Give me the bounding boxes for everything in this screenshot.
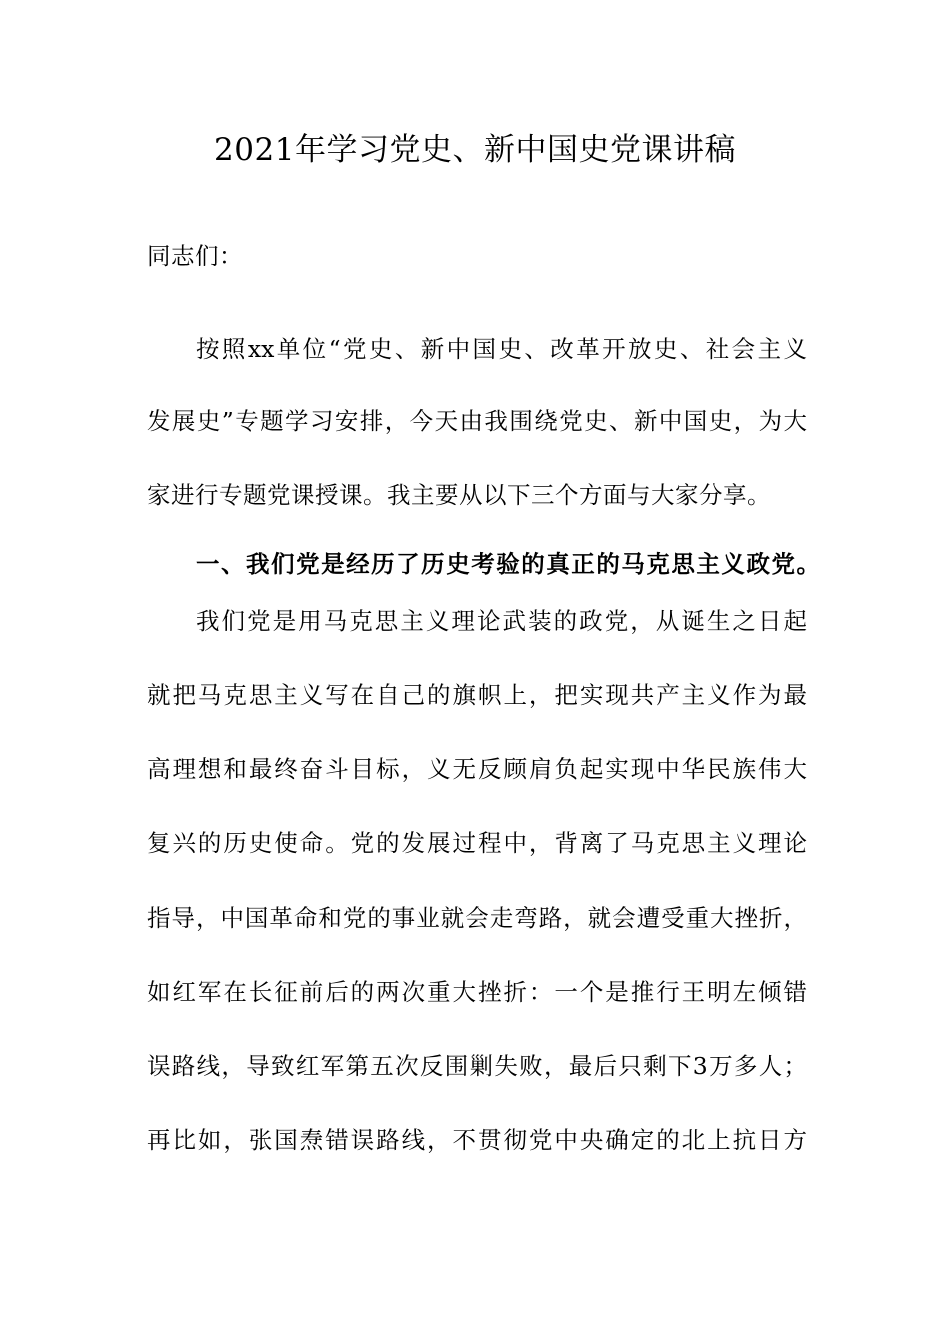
paragraph-line: 复兴的历史使命。党的发展过程中，背离了马克思主义理论 — [147, 829, 807, 857]
paragraph-line: 我们党是用马克思主义理论武装的政党，从诞生之日起 — [196, 607, 807, 635]
paragraph-line: 按照xx单位“党史、新中国史、改革开放史、社会主义 — [196, 335, 807, 363]
paragraph-line: 就把马克思主义写在自己的旗帜上，把实现共产主义作为最 — [147, 681, 807, 709]
salutation: 同志们： — [147, 242, 243, 270]
paragraph-line: 误路线，导致红军第五次反围剿失败，最后只剩下3万多人； — [147, 1052, 807, 1080]
paragraph-line: 指导，中国革命和党的事业就会走弯路，就会遭受重大挫折， — [147, 904, 807, 932]
paragraph-line: 发展史”专题学习安排，今天由我围绕党史、新中国史，为大 — [147, 407, 807, 435]
section-heading: 一、我们党是经历了历史考验的真正的马克思主义政党。 — [196, 550, 820, 578]
paragraph-line: 高理想和最终奋斗目标，义无反顾肩负起实现中华民族伟大 — [147, 755, 807, 783]
paragraph-line: 家进行专题党课授课。我主要从以下三个方面与大家分享。 — [147, 481, 771, 509]
document-title: 2021年学习党史、新中国史党课讲稿 — [214, 132, 736, 168]
paragraph-line: 再比如，张国焘错误路线，不贯彻党中央确定的北上抗日方 — [147, 1126, 807, 1154]
paragraph-line: 如红军在长征前后的两次重大挫折：一个是推行王明左倾错 — [147, 978, 807, 1006]
